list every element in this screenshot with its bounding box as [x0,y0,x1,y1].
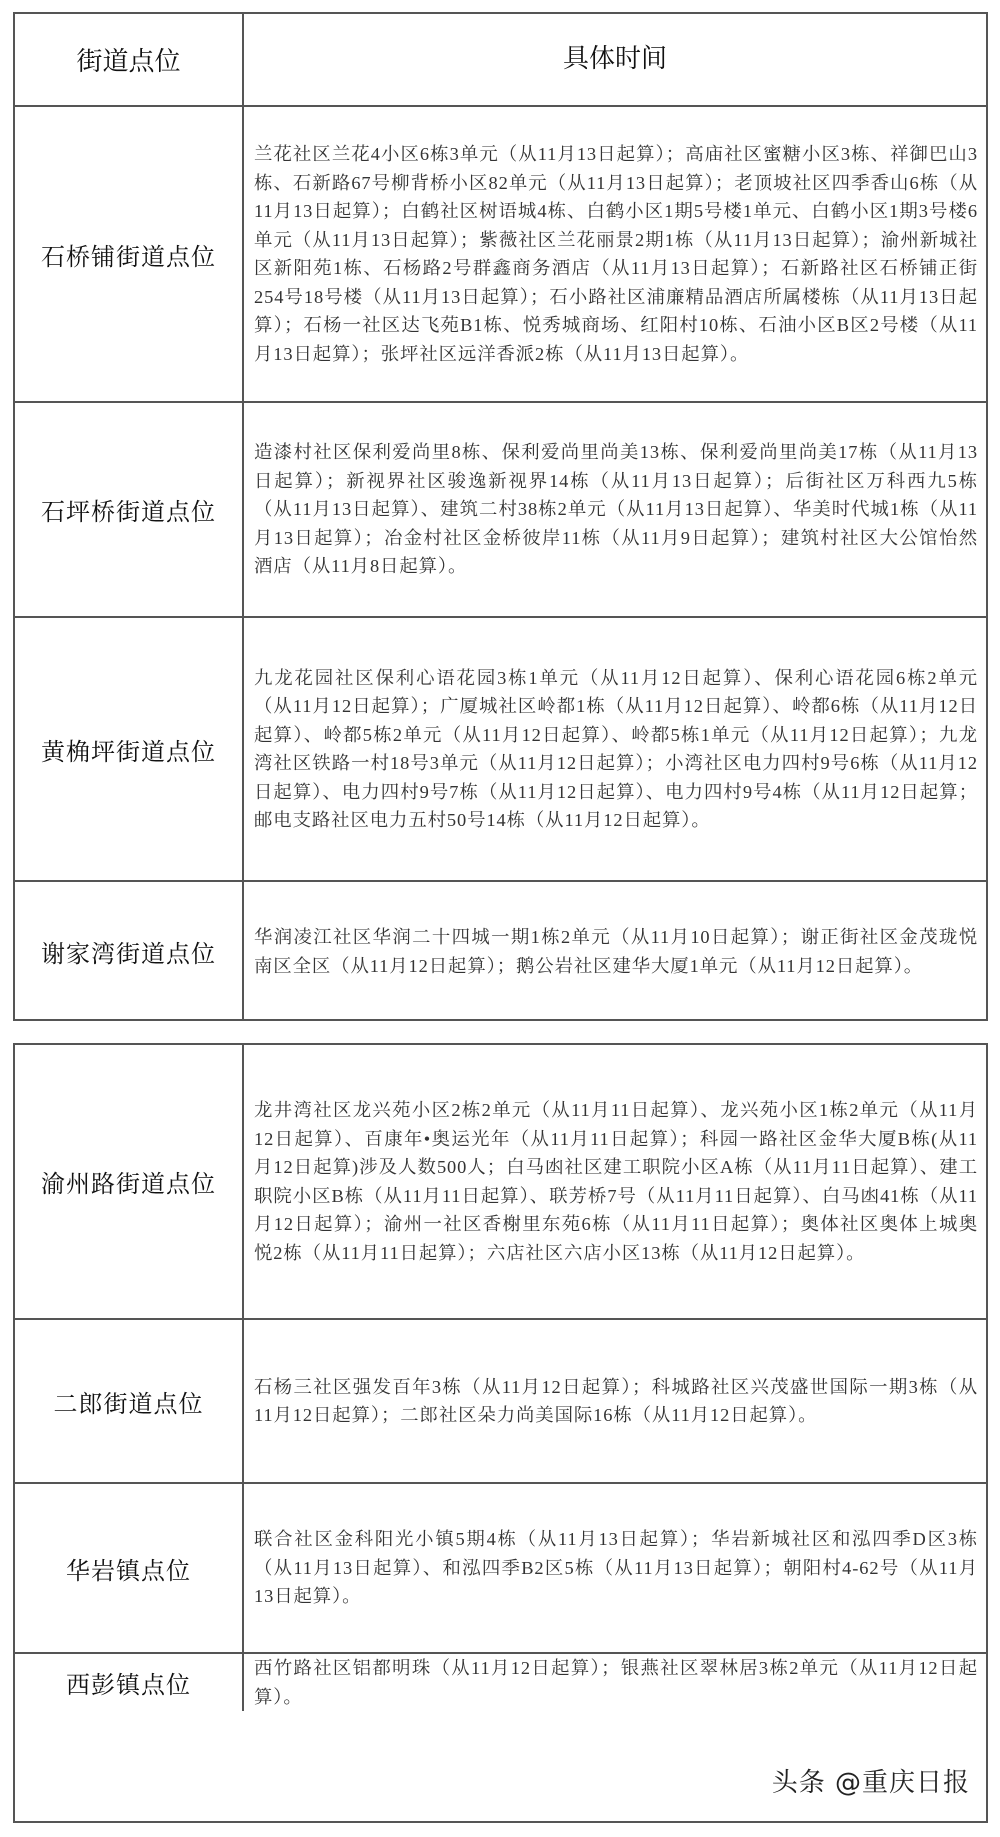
table-row [15,1482,986,1652]
table-header-row [15,14,986,105]
header-time: 具体时间 [562,44,667,75]
row-detail: 西竹路社区铝都明珠（从11月12日起算）；银燕社区翠林居3栋2单元（从11月12日起算）。 [254,1658,978,1707]
table-row [15,880,986,1021]
locations-table-part-2 [13,1043,988,1823]
row-location: 谢家湾街道点位 [15,882,244,1021]
source-watermark: 头条 @重庆日报 [771,1768,970,1798]
row-location: 黄桷坪街道点位 [15,618,244,880]
table-row [15,105,986,401]
table-row [15,616,986,880]
row-location: 石坪桥街道点位 [15,403,244,616]
row-location: 西彭镇点位 [15,1654,244,1711]
row-location: 渝州路街道点位 [15,1045,244,1318]
row-detail: 龙井湾社区龙兴苑小区2栋2单元（从11月11日起算）、龙兴苑小区1栋2单元（从11月12日起算）、百康年•奥运光年（从11月11日起算）；科园一路社区金华大厦B栋(从11月12日起算)涉及人数500人；白马凼社区建工职院小区A栋（从11月11日起算）、建工职院小区B栋（从11月11日起算）、联芳桥7号（从11月11日起算）、白马凼41栋（从11月12日起算）；渝州一社区香榭里东苑6栋（从11月11日起算）；奥体社区奥体上城奥悦2栋（从11月11日起算）；六店社区六店小区13栋（从11月12日起算）。 [254,1100,978,1263]
row-location: 石桥铺街道点位 [15,107,244,401]
row-detail: 九龙花园社区保利心语花园3栋1单元（从11月12日起算）、保利心语花园6栋2单元（从11月12日起算）；广厦城社区岭都1栋（从11月12日起算）、岭都6栋（从11月12日起算）、岭都5栋2单元（从11月12日起算）、岭都5栋1单元（从11月12日起算）；九龙湾社区铁路一村18号3单元（从11月12日起算）；小湾社区电力四村9号6栋（从11月12日起算）、电力四村9号7栋（从11月12日起算）、电力四村9号4栋（从11月12日起算；邮电支路社区电力五村50号14栋（从11月12日起算）。 [254,667,978,830]
row-location: 二郎街道点位 [15,1320,244,1482]
table-row [15,1045,986,1318]
table-row [15,401,986,616]
header-location: 街道点位 [15,14,244,105]
row-location: 华岩镇点位 [15,1484,244,1652]
table-row [15,1652,986,1711]
locations-table-part-1 [13,12,988,1021]
table-row [15,1318,986,1482]
row-detail: 联合社区金科阳光小镇5期4栋（从11月13日起算）；华岩新城社区和泓四季D区3栋（从11月13日起算）、和泓四季B2区5栋（从11月13日起算）；朝阳村4-62号（从11月13日起算）。 [254,1529,978,1607]
row-detail: 兰花社区兰花4小区6栋3单元（从11月13日起算）；高庙社区蜜糖小区3栋、祥御巴山3栋、石新路67号柳背桥小区82单元（从11月13日起算）；老顶坡社区四季香山6栋（从11月13日起算）；白鹤社区树语城4栋、白鹤小区1期5号楼1单元、白鹤小区1期3号楼6单元（从11月13日起算）；紫薇社区兰花丽景2期1栋（从11月13日起算）；渝州新城社区新阳苑1栋、石杨路2号群鑫商务酒店（从11月13日起算）；石新路社区石桥铺正街254号18号楼（从11月13日起算）；石小路社区浦廉精品酒店所属楼栋（从11月13日起算）；石杨一社区达飞苑B1栋、悦秀城商场、红阳村10栋、石油小区B区2号楼（从11月13日起算）；张坪社区远洋香派2栋（从11月13日起算）。 [254,144,978,364]
row-detail: 造漆村社区保利爱尚里8栋、保利爱尚里尚美13栋、保利爱尚里尚美17栋（从11月13日起算）；新视界社区骏逸新视界14栋（从11月13日起算）；后街社区万科西九5栋（从11月13日起算）、建筑二村38栋2单元（从11月13日起算）、华美时代城1栋（从11月13日起算）；冶金村社区金桥彼岸11栋（从11月9日起算）；建筑村社区大公馆怡然酒店（从11月8日起算）。 [254,442,978,577]
row-detail: 石杨三社区强发百年3栋（从11月12日起算）；科城路社区兴茂盛世国际一期3栋（从11月12日起算）；二郎社区朵力尚美国际16栋（从11月12日起算）。 [254,1376,978,1425]
row-detail: 华润凌江社区华润二十四城一期1栋2单元（从11月10日起算）；谢正街社区金茂珑悦南区全区（从11月12日起算）；鹅公岩社区建华大厦1单元（从11月12日起算）。 [254,927,978,976]
